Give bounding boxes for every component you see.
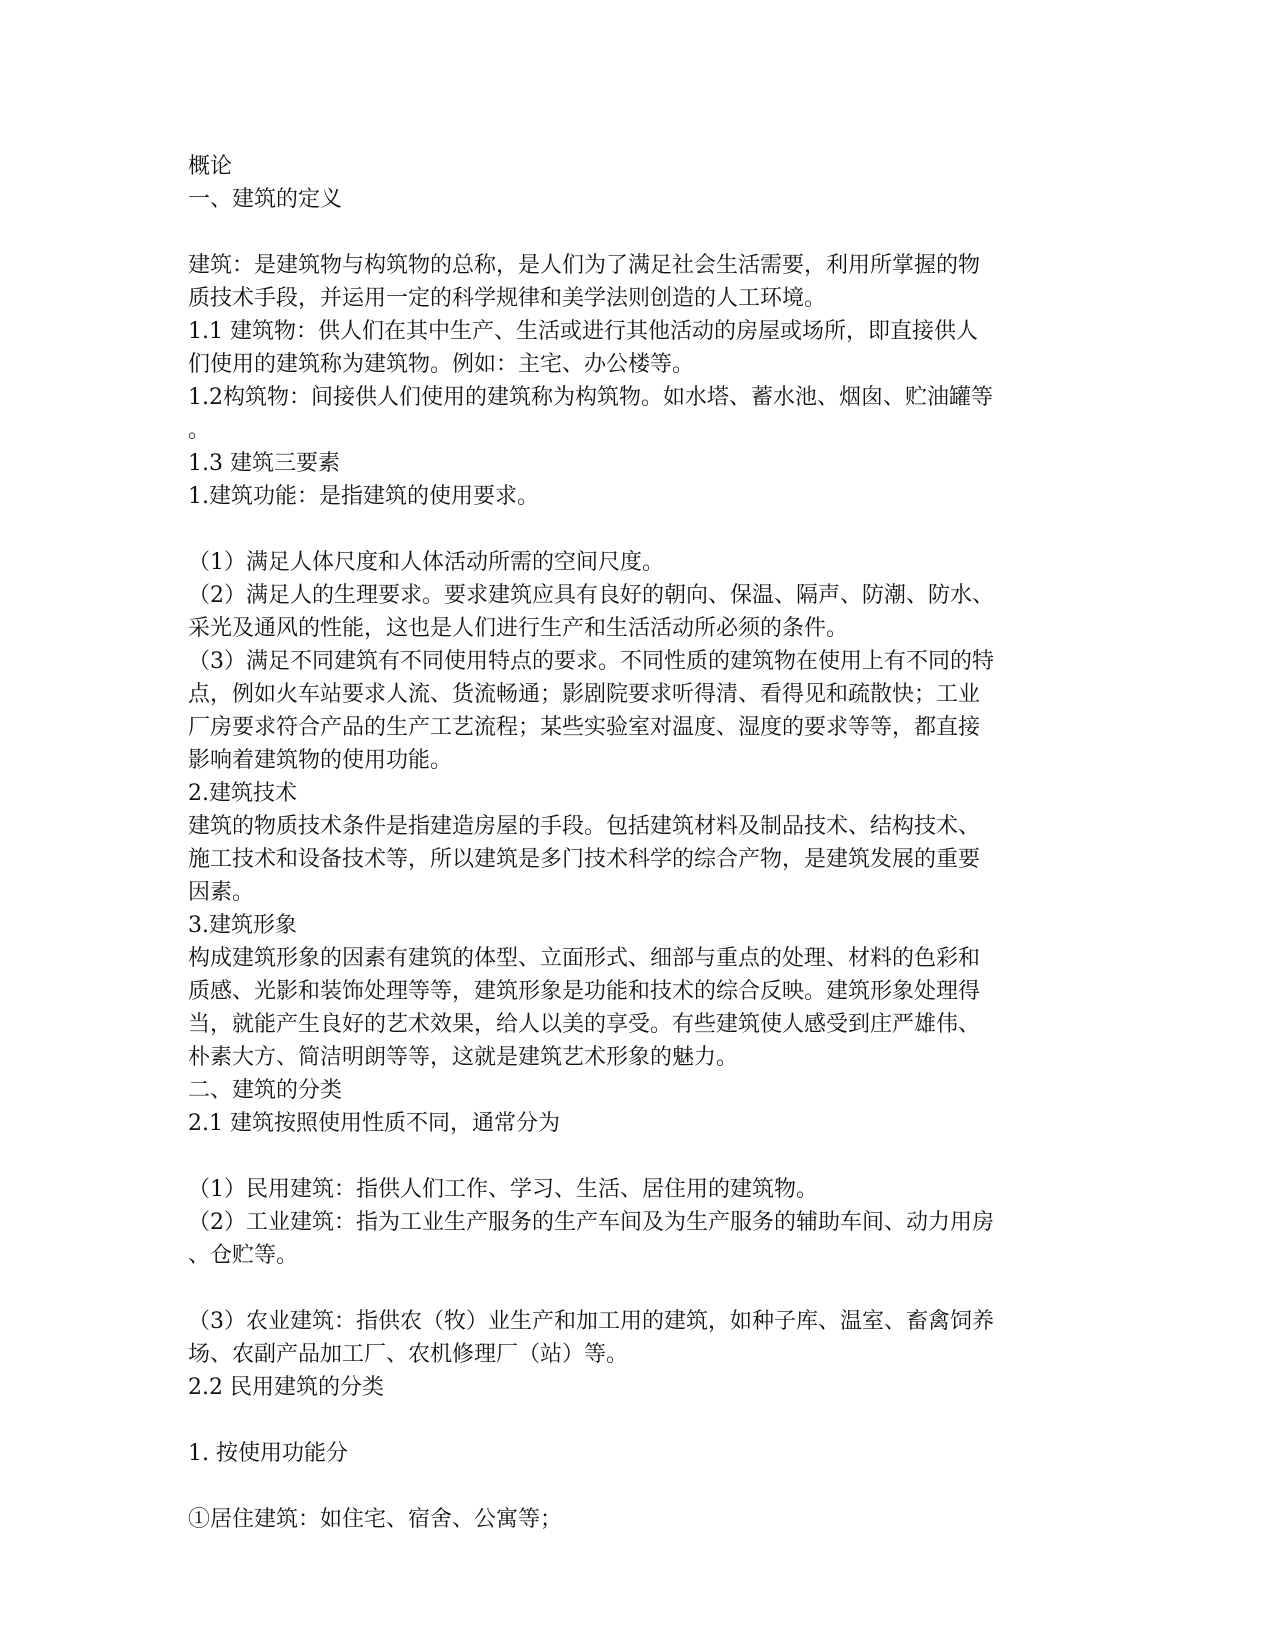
document-title: 概论 — [188, 154, 233, 179]
paragraph-line: 朴素大方、简洁明朗等等，这就是建筑艺术形象的魅力。 — [188, 1045, 739, 1070]
item-residential-buildings: ①居住建筑：如住宅、宿舍、公寓等； — [188, 1507, 563, 1532]
paragraph-line: 。 — [188, 418, 211, 443]
classification-item-agricultural — [188, 1305, 1088, 1371]
paragraph-line: 1.2构筑物：间接供人们使用的建筑称为构筑物。如水塔、蓄水池、烟囱、贮油罐等 — [188, 385, 993, 410]
classification-item-civil: （1）民用建筑：指供人们工作、学习、生活、居住用的建筑物。 — [188, 1177, 818, 1202]
paragraph-1-2-structure — [188, 381, 1088, 447]
blank-line — [188, 1140, 1088, 1173]
classification-item-industrial — [188, 1206, 1088, 1272]
paragraph-line: 构成建筑形象的因素有建筑的体型、立面形式、细部与重点的处理、材料的色彩和 — [188, 946, 981, 971]
paragraph-line: 采光及通风的性能，这也是人们进行生产和生活活动所必须的条件。 — [188, 616, 849, 641]
paragraph-line: （2）工业建筑：指为工业生产服务的生产车间及为生产服务的辅助车间、动力用房 — [188, 1210, 994, 1235]
function-item-3 — [188, 645, 1088, 777]
section-heading-definition: 一、建筑的定义 — [188, 187, 343, 212]
paragraph-line: 建筑：是建筑物与构筑物的总称，是人们为了满足社会生活需要，利用所掌握的物 — [188, 253, 981, 278]
paragraph-line: 因素。 — [188, 880, 255, 905]
heading-2-1-by-use: 2.1 建筑按照使用性质不同，通常分为 — [188, 1111, 560, 1136]
function-item-2 — [188, 579, 1088, 645]
section-heading-classification: 二、建筑的分类 — [188, 1078, 343, 1103]
paragraph-line: 厂房要求符合产品的生产工艺流程；某些实验室对温度、湿度的要求等等，都直接 — [188, 715, 981, 740]
heading-building-function: 1.建筑功能：是指建筑的使用要求。 — [188, 484, 539, 509]
paragraph-line: 影响着建筑物的使用功能。 — [188, 748, 453, 773]
paragraph-line: 建筑的物质技术条件是指建造房屋的手段。包括建筑材料及制品技术、结构技术、 — [188, 814, 981, 839]
paragraph-line: 当，就能产生良好的艺术效果，给人以美的享受。有些建筑使人感受到庄严雄伟、 — [188, 1012, 981, 1037]
paragraph-line: 场、农副产品加工厂、农机修理厂（站）等。 — [188, 1342, 629, 1367]
paragraph-line: 施工技术和设备技术等，所以建筑是多门技术科学的综合产物，是建筑发展的重要 — [188, 847, 981, 872]
paragraph-technology — [188, 810, 1088, 909]
heading-by-function: 1. 按使用功能分 — [188, 1441, 348, 1466]
heading-building-technology: 2.建筑技术 — [188, 781, 297, 806]
blank-line — [188, 1404, 1088, 1437]
paragraph-line: 点，例如火车站要求人流、货流畅通；影剧院要求听得清、看得见和疏散快；工业 — [188, 682, 981, 707]
paragraph-image — [188, 942, 1088, 1074]
paragraph-line: 们使用的建筑称为建筑物。例如：主宅、办公楼等。 — [188, 352, 695, 377]
function-item-1: （1）满足人体尺度和人体活动所需的空间尺度。 — [188, 550, 664, 575]
blank-line — [188, 216, 1088, 249]
document-body — [188, 150, 1088, 1536]
heading-building-image: 3.建筑形象 — [188, 913, 297, 938]
blank-line — [188, 1470, 1088, 1503]
blank-line — [188, 1272, 1088, 1305]
paragraph-line: （2）满足人的生理要求。要求建筑应具有良好的朝向、保温、隔声、防潮、防水、 — [188, 583, 994, 608]
paragraph-line: 质技术手段，并运用一定的科学规律和美学法则创造的人工环境。 — [188, 286, 827, 311]
paragraph-line: 质感、光影和装饰处理等等，建筑形象是功能和技术的综合反映。建筑形象处理得 — [188, 979, 981, 1004]
paragraph-line: 1.1 建筑物：供人们在其中生产、生活或进行其他活动的房屋或场所，即直接供人 — [188, 319, 978, 344]
paragraph-line: 、仓贮等。 — [188, 1243, 299, 1268]
paragraph-1-1-building — [188, 315, 1088, 381]
paragraph-line: （3）满足不同建筑有不同使用特点的要求。不同性质的建筑物在使用上有不同的特 — [188, 649, 994, 674]
paragraph-definition — [188, 249, 1088, 315]
heading-2-2-civil-classification: 2.2 民用建筑的分类 — [188, 1375, 384, 1400]
paragraph-line: （3）农业建筑：指供农（牧）业生产和加工用的建筑，如种子库、温室、畜禽饲养 — [188, 1309, 994, 1334]
blank-line — [188, 513, 1088, 546]
heading-1-3-three-elements: 1.3 建筑三要素 — [188, 451, 340, 476]
